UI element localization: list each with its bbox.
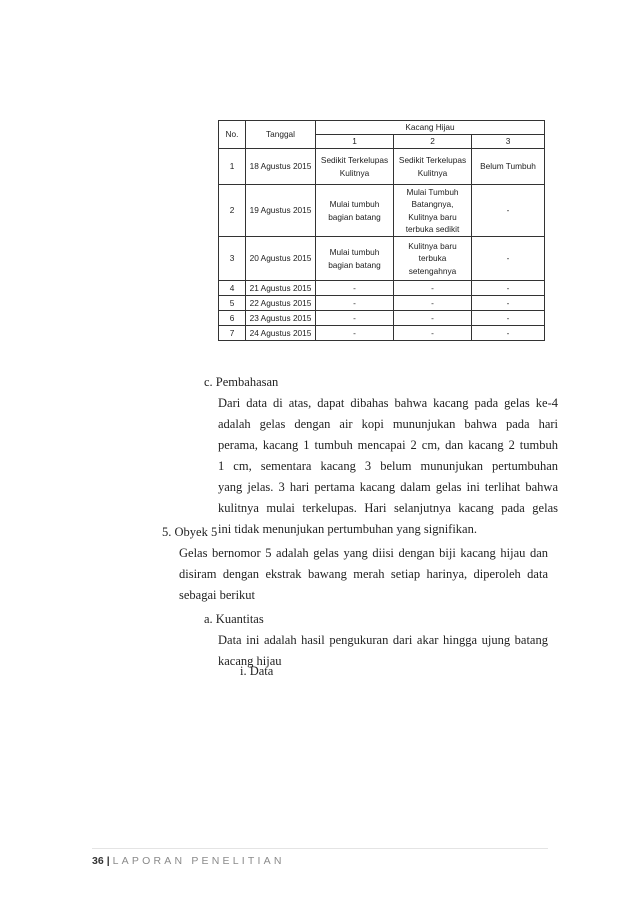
cell-kacang-2	[394, 296, 472, 311]
cell-kacang-3	[472, 326, 545, 341]
observation-table	[218, 120, 545, 341]
table-row	[219, 326, 545, 341]
cell-line: -	[506, 312, 510, 323]
header-kacang-hijau: Kacang Hijau	[316, 121, 545, 135]
table-row	[219, 281, 545, 296]
cell-line: Kulitnya	[417, 167, 448, 178]
cell-kacang-1	[316, 296, 394, 311]
table-row	[219, 296, 545, 311]
footer-separator: |	[106, 855, 110, 867]
cell-line: bagian batang	[328, 259, 381, 270]
cell-line: terbuka	[418, 253, 447, 264]
cell-kacang-1	[316, 311, 394, 326]
cell-no: 1	[219, 149, 246, 185]
subsection-i-heading: i. Data	[240, 664, 274, 678]
cell-kacang-3	[472, 149, 545, 185]
header-col-1: 1	[316, 135, 394, 149]
cell-line: bagian batang	[328, 211, 381, 222]
cell-line: -	[431, 297, 434, 308]
cell-date: 24 Agustus 2015	[246, 326, 316, 341]
cell-line: Mulai tumbuh	[329, 199, 380, 209]
cell-no: 4	[219, 281, 246, 296]
paragraph-line: Data ini adalah hasil pengukuran dari akar hingga ujung batang	[218, 633, 548, 647]
table-row	[219, 149, 545, 185]
cell-kacang-3	[472, 296, 545, 311]
footer-divider	[92, 848, 548, 849]
section-5-paragraph	[179, 543, 548, 606]
cell-line: Sedikit Terkelupas	[320, 155, 389, 165]
cell-line: -	[506, 327, 510, 338]
paragraph-line: adalah gelas dengan air kopi mununjukan bahwa pada hari	[218, 417, 558, 431]
cell-no: 2	[219, 185, 246, 237]
paragraph-line: kulitnya mulai terkelupas. Hari selanjutnya kacang pada gelas	[218, 501, 558, 515]
cell-kacang-2	[394, 326, 472, 341]
paragraph-line: disiram dengan ekstrak bawang merah setiap harinya, diperoleh data	[179, 567, 548, 581]
observation-table-body	[219, 149, 545, 341]
page-footer	[92, 855, 285, 867]
cell-line: Sedikit Terkelupas	[398, 155, 467, 165]
cell-line: -	[431, 327, 434, 338]
cell-kacang-1	[316, 149, 394, 185]
cell-date: 23 Agustus 2015	[246, 311, 316, 326]
cell-line: Kulitnya baru	[408, 240, 457, 251]
cell-no: 6	[219, 311, 246, 326]
cell-line: -	[353, 297, 356, 308]
cell-line: -	[506, 282, 510, 293]
page-number: 36	[92, 855, 104, 867]
cell-kacang-2	[394, 237, 472, 281]
header-col-2: 2	[394, 135, 472, 149]
section-5-heading: 5. Obyek 5	[162, 525, 218, 539]
section-c-heading: c. Pembahasan	[204, 375, 279, 389]
paragraph-line: ini tidak menunjukan pertumbuhan yang signifikan.	[218, 522, 477, 536]
cell-date: 21 Agustus 2015	[246, 281, 316, 296]
cell-kacang-2	[394, 149, 472, 185]
paragraph-line: sebagai berikut	[179, 588, 256, 602]
cell-kacang-2	[394, 185, 472, 237]
header-tanggal: Tanggal	[246, 121, 316, 149]
cell-no: 3	[219, 237, 246, 281]
cell-line: -	[431, 282, 434, 293]
cell-kacang-1	[316, 326, 394, 341]
cell-date: 20 Agustus 2015	[246, 237, 316, 281]
cell-kacang-1	[316, 237, 394, 281]
cell-line: Mulai Tumbuh	[406, 186, 459, 197]
cell-line: Belum Tumbuh	[480, 161, 536, 172]
cell-kacang-2	[394, 311, 472, 326]
section-c-paragraph	[218, 393, 558, 540]
cell-date: 18 Agustus 2015	[246, 149, 316, 185]
header-no: No.	[219, 121, 246, 149]
table-row	[219, 185, 545, 237]
cell-kacang-3	[472, 185, 545, 237]
observation-table-wrapper	[218, 120, 545, 341]
footer-title: LAPORAN PENELITIAN	[112, 855, 285, 867]
header-col-3: 3	[472, 135, 545, 149]
paragraph-line: kacang hijau	[218, 654, 282, 668]
cell-line: Mulai tumbuh	[329, 247, 380, 257]
table-row	[219, 237, 545, 281]
cell-line: -	[431, 312, 434, 323]
cell-kacang-1	[316, 281, 394, 296]
cell-line: -	[506, 297, 510, 308]
cell-date: 19 Agustus 2015	[246, 185, 316, 237]
cell-no: 7	[219, 326, 246, 341]
cell-kacang-2	[394, 281, 472, 296]
cell-line: -	[506, 253, 510, 264]
cell-date: 22 Agustus 2015	[246, 296, 316, 311]
cell-kacang-1	[316, 185, 394, 237]
cell-line: -	[506, 205, 510, 216]
cell-kacang-3	[472, 281, 545, 296]
cell-line: -	[353, 327, 356, 338]
cell-line: Kulitnya baru	[408, 211, 457, 222]
paragraph-line: Dari data di atas, dapat dibahas bahwa kacang pada gelas ke-4	[218, 396, 558, 410]
cell-kacang-3	[472, 311, 545, 326]
section-a-heading: a. Kuantitas	[204, 612, 264, 626]
cell-line: -	[353, 312, 356, 323]
cell-line: terbuka sedikit	[405, 224, 460, 234]
cell-kacang-3	[472, 237, 545, 281]
cell-line: setengahnya	[408, 265, 457, 276]
paragraph-line: yang jelas. 3 hari pertama kacang dalam gelas ini terlihat bahwa	[218, 480, 558, 494]
cell-line: Batangnya,	[411, 199, 454, 209]
table-row	[219, 311, 545, 326]
cell-no: 5	[219, 296, 246, 311]
paragraph-line: perama, kacang 1 tumbuh mencapai 2 cm, dan kacang 2 tumbuh	[218, 438, 558, 452]
cell-line: -	[353, 282, 356, 293]
paragraph-line: Gelas bernomor 5 adalah gelas yang diisi dengan biji kacang hijau dan	[179, 546, 548, 560]
paragraph-line: 1 cm, sementara kacang 3 belum mununjukan pertumbuhan	[218, 459, 558, 473]
cell-line: Kulitnya	[339, 167, 370, 178]
